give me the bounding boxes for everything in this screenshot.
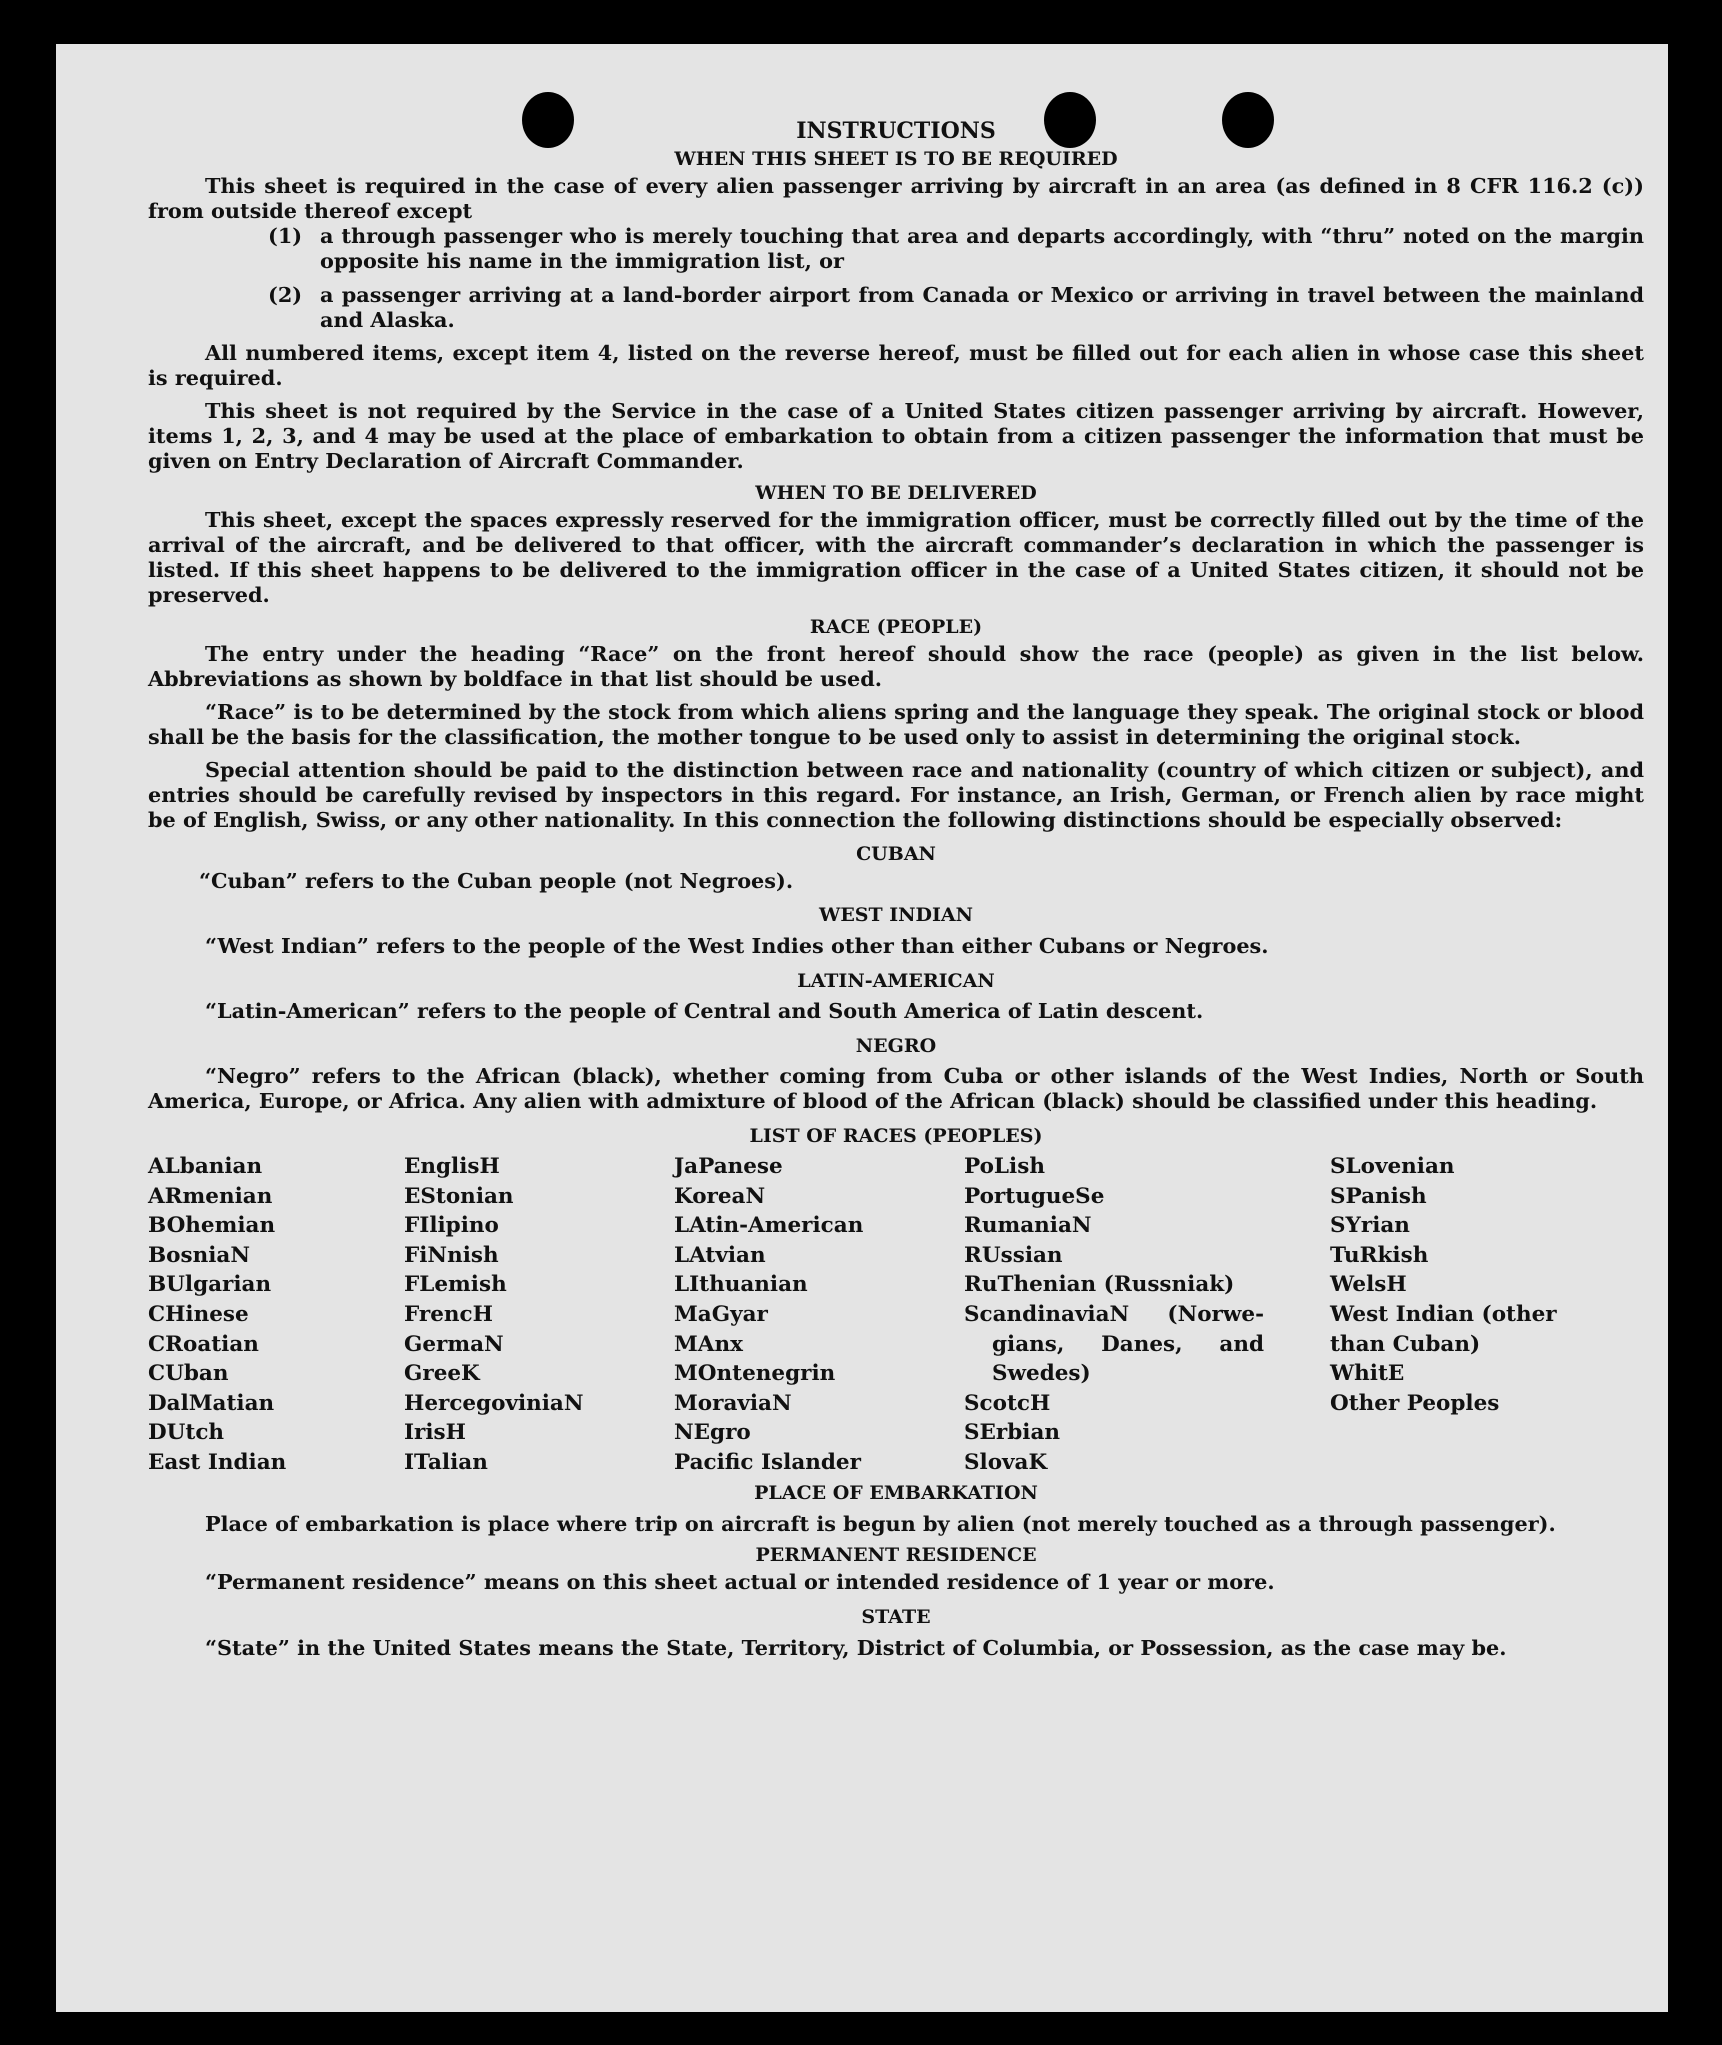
section-heading-race: RACE (PEOPLE) <box>809 616 983 638</box>
race-entry: MaGyar <box>674 1301 768 1327</box>
section-heading-required: WHEN THIS SHEET IS TO BE REQUIRED <box>674 148 1118 170</box>
race-entry: West Indian (other <box>1330 1301 1557 1327</box>
race-entry: GreeK <box>404 1361 480 1387</box>
race-entry: CRoatian <box>148 1331 259 1357</box>
section-heading-latin-american: LATIN-AMERICAN <box>797 970 995 992</box>
race-entry: SYrian <box>1330 1213 1410 1239</box>
race-entry: FLemish <box>404 1272 507 1298</box>
race-entry: Pacific Islander <box>674 1449 861 1475</box>
race-entry: SlovaK <box>964 1449 1048 1475</box>
exception-text: a through passenger who is merely touching that area and departs accordingly, with “thru” noted on the margin opposite his name in the immigration list, or <box>320 223 1644 273</box>
race-column <box>148 1152 404 1478</box>
race-entry: than Cuban) <box>1330 1331 1481 1357</box>
section-heading-residence: PERMANENT RESIDENCE <box>755 1543 1037 1566</box>
exception-item <box>268 282 1644 332</box>
race-entry: SLovenian <box>1330 1154 1455 1179</box>
exception-number: (2) <box>268 282 303 307</box>
residence-definition: “Permanent residence” means on this sheet actual or intended residence of 1 year or more. <box>205 1568 1275 1594</box>
race-entry: IrisH <box>404 1420 466 1446</box>
required-paragraph: All numbered items, except item 4, listed on the reverse hereof, must be filled out for each alien in whose case this sheet is required. <box>148 340 1644 390</box>
race-entry: SPanish <box>1330 1183 1427 1209</box>
race-entry: KoreaN <box>674 1183 766 1209</box>
section-heading-state: STATE <box>861 1605 931 1628</box>
delivered-paragraph: This sheet, except the spaces expressly reserved for the immigration officer, must be correctly filled out by the time of the arrival of the aircraft, and be delivered to that officer, with the aircraft commander’s declaration in which the passenger is listed. If this sheet happens to be delivered to the immigration officer in the case of a United States citizen, it should not be preserved. <box>148 507 1644 607</box>
negro-definition: “Negro” refers to the African (black), whether coming from Cuba or other islands of the West Indies, North or South America, Europe, or Africa. Any alien with admixture of blood of the African (black) should be classified under this heading. <box>148 1063 1644 1113</box>
race-entry: WhitE <box>1330 1361 1405 1387</box>
race-column <box>964 1152 1264 1478</box>
race-entry: BosniaN <box>148 1242 250 1268</box>
race-entry: RUssian <box>964 1242 1063 1268</box>
race-entry: BOhemian <box>148 1213 276 1239</box>
section-heading-delivered: WHEN TO BE DELIVERED <box>755 482 1037 504</box>
section-heading-west-indian: WEST INDIAN <box>818 904 974 926</box>
race-entry: DalMatian <box>148 1390 275 1416</box>
race-list <box>148 1152 1644 1478</box>
race-entry: SErbian <box>964 1420 1061 1446</box>
race-entry: ITalian <box>404 1449 488 1475</box>
exception-item <box>268 223 1644 273</box>
embarkation-definition: Place of embarkation is place where trip on aircraft is begun by alien (not merely touched as a through passenger). <box>205 1510 1556 1536</box>
race-paragraph: The entry under the heading “Race” on the front hereof should show the race (people) as given in the list below. Abbreviations as shown by boldface in that list should be used. <box>148 641 1644 691</box>
required-intro: This sheet is required in the case of every alien passenger arriving by aircraft in an area (as defined in 8 CFR 116.2 (c)) from outside thereof except <box>148 173 1644 223</box>
section-heading-embarkation: PLACE OF EMBARKATION <box>754 1481 1038 1504</box>
citizen-paragraph: This sheet is not required by the Service in the case of a United States citizen passenger arriving by aircraft. However, items 1, 2, 3, and 4 may be used at the place of embarkation to obtain from a citizen passenger the information that must be given on Entry Declaration of Aircraft Commander. <box>148 398 1644 473</box>
latin-american-definition: “Latin-American” refers to the people of Central and South America of Latin descent. <box>205 998 1204 1023</box>
race-entry: East Indian <box>148 1449 287 1475</box>
race-entry: MoraviaN <box>674 1390 792 1416</box>
document-page <box>56 44 1668 2012</box>
section-heading-race-list: LIST OF RACES (PEOPLES) <box>749 1125 1043 1147</box>
race-entry: Other Peoples <box>1330 1390 1500 1416</box>
section-heading-cuban: CUBAN <box>856 843 936 865</box>
race-entry: RumaniaN <box>964 1213 1092 1239</box>
race-entry: ScotcH <box>964 1390 1051 1416</box>
race-entry: LAtin-American <box>674 1213 864 1239</box>
state-definition: “State” in the United States means the State, Territory, District of Columbia, or Possession, as the case may be. <box>205 1634 1507 1660</box>
race-entry: PoLish <box>964 1154 1045 1179</box>
race-entry-continued: gians, Danes, and <box>992 1331 1264 1357</box>
west-indian-definition: “West Indian” refers to the people of the West Indies other than either Cubans or Negroes. <box>205 933 1269 958</box>
race-entry: EStonian <box>404 1183 514 1209</box>
race-entry: LIthuanian <box>674 1272 808 1298</box>
race-entry: PortugueSe <box>964 1183 1105 1209</box>
race-entry: ARmenian <box>148 1183 273 1209</box>
race-entry: DUtch <box>148 1420 225 1446</box>
exception-number: (1) <box>268 223 303 248</box>
race-entry: GermaN <box>404 1331 504 1357</box>
race-entry: JaPanese <box>674 1154 783 1179</box>
race-entry: FiNnish <box>404 1242 499 1268</box>
instructions-content <box>148 116 1644 1660</box>
race-entry: MAnx <box>674 1331 743 1357</box>
race-entry: ScandinaviaN (Norwe- <box>964 1301 1264 1327</box>
race-entry: WelsH <box>1330 1272 1407 1298</box>
race-entry: RuThenian (Russniak) <box>964 1272 1235 1298</box>
race-paragraph: “Race” is to be determined by the stock from which aliens spring and the language they speak. The original stock or blood shall be the basis for the classification, the mother tongue to be used only to assist in determining the original stock. <box>148 699 1644 749</box>
race-entry: CUban <box>148 1361 229 1387</box>
section-heading-negro: NEGRO <box>855 1035 937 1057</box>
race-entry: CHinese <box>148 1301 249 1327</box>
race-entry: FrencH <box>404 1301 493 1327</box>
race-column <box>1330 1152 1620 1478</box>
race-entry: MOntenegrin <box>674 1361 836 1387</box>
race-entry: FIlipino <box>404 1213 499 1239</box>
race-entry: ALbanian <box>148 1154 263 1179</box>
race-entry: EnglisH <box>404 1154 500 1179</box>
race-entry: TuRkish <box>1330 1242 1429 1268</box>
race-entry: BUlgarian <box>148 1272 272 1298</box>
cuban-definition: “Cuban” refers to the Cuban people (not Negroes). <box>199 868 794 893</box>
race-entry: HercegoviniaN <box>404 1390 584 1416</box>
exception-text: a passenger arriving at a land-border airport from Canada or Mexico or arriving in travel between the mainland and Alaska. <box>320 282 1644 332</box>
race-column <box>404 1152 674 1478</box>
race-entry-continued: Swedes) <box>992 1361 1091 1387</box>
race-entry: LAtvian <box>674 1242 766 1268</box>
race-paragraph: Special attention should be paid to the distinction between race and nationality (country of which citizen or subject), and entries should be carefully revised by inspectors in this regard. For instance, an Irish, German, or French alien by race might be of English, Swiss, or any other nationality. In this connection the following distinctions should be especially observed: <box>148 757 1644 832</box>
race-entry: NEgro <box>674 1420 751 1446</box>
race-column <box>674 1152 964 1478</box>
page-title: INSTRUCTIONS <box>796 118 996 144</box>
